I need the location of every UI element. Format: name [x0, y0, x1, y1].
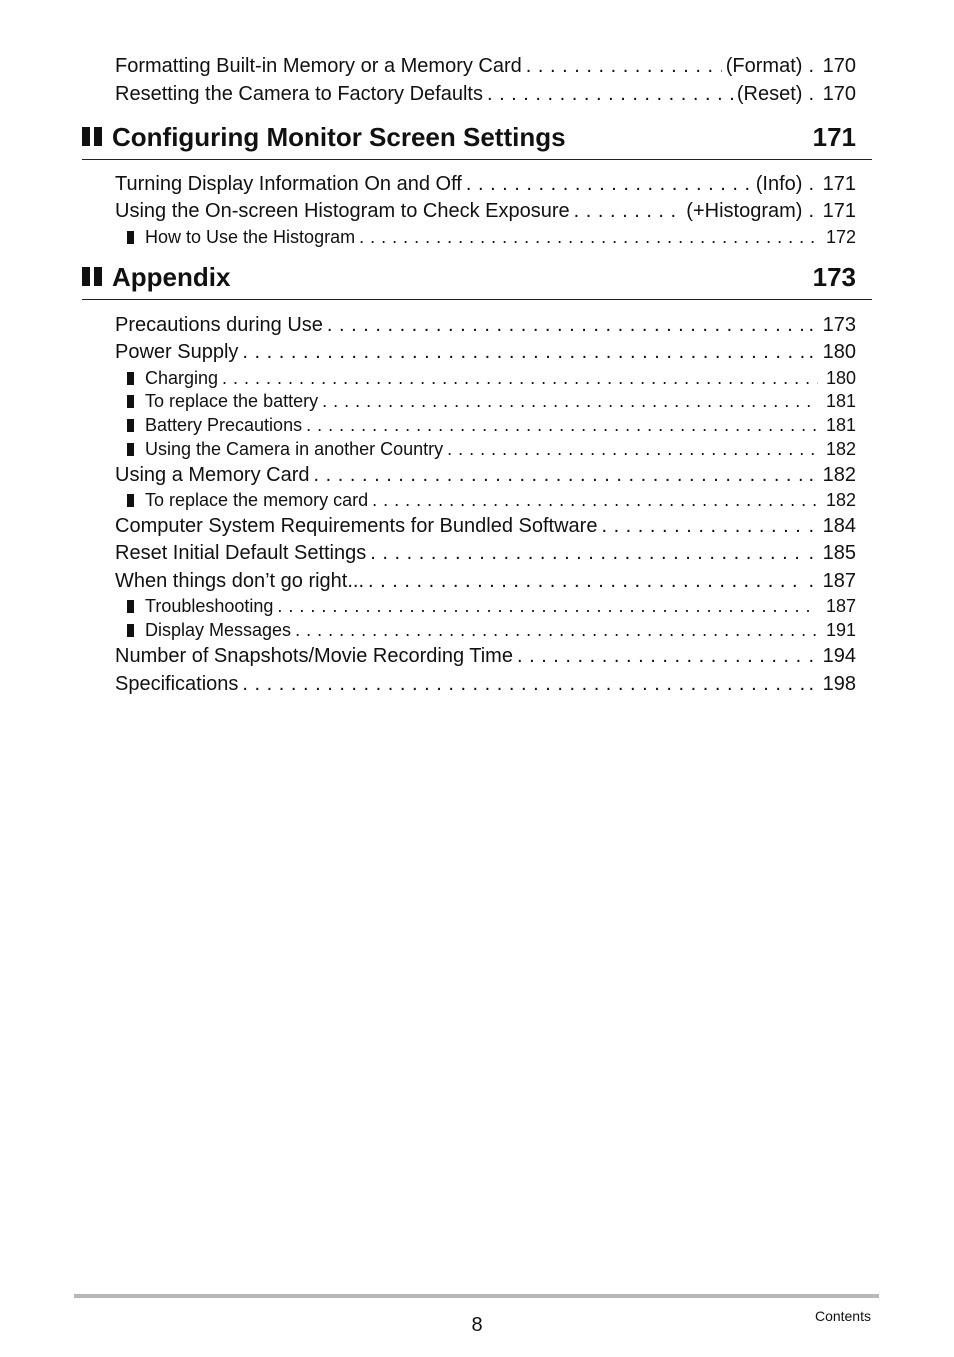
entry-page: 171 — [822, 200, 856, 222]
toc-entry-reset[interactable]: Resetting the Camera to Factory Defaults . . . (Reset) . 170 — [115, 82, 856, 106]
toc-entry-memory-card[interactable]: Using a Memory Card . . . . 182 — [115, 463, 856, 487]
dot-leader — [466, 172, 752, 196]
entry-page: 182 — [825, 490, 856, 510]
entry-page: 198 — [822, 673, 856, 695]
toc-subentry-another-country[interactable] — [127, 438, 856, 460]
entry-label: Computer System Requirements for Bundled Software — [115, 515, 598, 537]
bullet-icon — [127, 395, 134, 408]
dot-leader — [222, 367, 818, 389]
entry-label: When things don’t go right... — [115, 570, 365, 592]
toc-subentry-charging[interactable] — [127, 367, 856, 389]
section-page: 171 — [812, 122, 856, 152]
dot-leader — [601, 514, 804, 538]
entry-page: 182 — [822, 464, 856, 486]
entry-label: Troubleshooting — [145, 596, 274, 616]
dot-leader — [370, 541, 804, 565]
entry-page: 182 — [825, 439, 856, 459]
entry-label: Charging — [145, 368, 219, 388]
toc-subentry-battery-precautions[interactable] — [127, 414, 856, 436]
footer-divider — [74, 1294, 879, 1298]
toc-entry-histogram[interactable]: Using the On-screen Histogram to Check Exposure . . . (+Histogram) . 171 — [115, 199, 856, 223]
entry-page: 172 — [825, 227, 856, 247]
toc-entry-snapshots-recording-time[interactable]: Number of Snapshots/Movie Recording Time . . . . 194 — [115, 644, 856, 668]
entry-page: 181 — [825, 415, 856, 435]
entry-tag: (+Histogram) — [686, 200, 803, 222]
entry-label: How to Use the Histogram — [145, 227, 356, 247]
entry-page: 187 — [825, 596, 856, 616]
entry-page: 187 — [822, 570, 856, 592]
toc-subentry-troubleshooting[interactable] — [127, 595, 856, 617]
entry-label: To replace the battery — [145, 391, 319, 411]
dot-leader — [295, 619, 818, 641]
entry-page: 180 — [825, 368, 856, 388]
toc-subentry-replace-battery[interactable] — [127, 390, 856, 412]
dot-leader — [487, 82, 733, 106]
dot-leader — [306, 414, 818, 436]
entry-page: 170 — [822, 55, 856, 77]
entry-tag: (Info) — [755, 173, 803, 195]
toc-subentry-replace-memory-card[interactable] — [127, 489, 856, 511]
page-number: 8 — [471, 1314, 483, 1336]
entry-label: Turning Display Information On and Off — [115, 173, 462, 195]
section-heading-appendix[interactable] — [82, 262, 872, 300]
dot-leader — [277, 595, 818, 617]
dot-leader — [447, 438, 818, 460]
entry-page: 170 — [822, 83, 856, 105]
entry-label: Using a Memory Card — [115, 464, 310, 486]
entry-label: Display Messages — [145, 620, 292, 640]
entry-page: 184 — [822, 515, 856, 537]
toc-entry-reset-defaults[interactable]: Reset Initial Default Settings . . . . 185 — [115, 541, 856, 565]
entry-tag: (Reset) — [736, 83, 803, 105]
entry-page: 191 — [825, 620, 856, 640]
entry-page: 180 — [822, 341, 856, 363]
entry-label: Number of Snapshots/Movie Recording Time — [115, 645, 513, 667]
entry-label: Resetting the Camera to Factory Defaults — [115, 83, 483, 105]
bullet-icon — [127, 494, 134, 507]
entry-page: 194 — [822, 645, 856, 667]
footer-contents-link[interactable]: Contents — [814, 1308, 871, 1324]
dot-leader — [242, 340, 804, 364]
dot-leader — [327, 313, 805, 337]
toc-entry-specifications[interactable]: Specifications . . . . 198 — [115, 672, 856, 696]
toc-entry-power-supply[interactable]: Power Supply . . . . 180 — [115, 340, 856, 364]
bullet-icon — [127, 372, 134, 385]
toc-entry-info[interactable]: Turning Display Information On and Off . . . (Info) . 171 — [115, 172, 856, 196]
section-title: Configuring Monitor Screen Settings — [112, 122, 566, 152]
dot-leader — [372, 489, 818, 511]
entry-page: 181 — [825, 391, 856, 411]
entry-page: 171 — [822, 173, 856, 195]
entry-label: Precautions during Use — [115, 314, 323, 336]
toc-entry-things-go-wrong[interactable]: When things don’t go right... . . . . 187 — [115, 569, 856, 593]
dot-leader — [322, 390, 818, 412]
entry-page: 173 — [822, 314, 856, 336]
dot-leader — [359, 226, 818, 248]
dot-leader — [574, 199, 683, 223]
entry-label: Formatting Built-in Memory or a Memory Card — [115, 55, 522, 77]
bullet-icon — [127, 419, 134, 432]
entry-label: Using the Camera in another Country — [145, 439, 444, 459]
toc-entry-format[interactable]: Formatting Built-in Memory or a Memory Card . . . (Format) . 170 — [115, 54, 856, 78]
bullet-icon — [127, 231, 134, 244]
bullet-icon — [127, 624, 134, 637]
dot-leader — [526, 54, 722, 78]
section-marker-icon — [82, 127, 102, 146]
entry-label: Battery Precautions — [145, 415, 303, 435]
dot-leader — [314, 463, 805, 487]
entry-label: Reset Initial Default Settings — [115, 542, 367, 564]
toc-subentry-display-messages[interactable] — [127, 619, 856, 641]
bullet-icon — [127, 443, 134, 456]
toc-entry-precautions[interactable]: Precautions during Use . . . . 173 — [115, 313, 856, 337]
toc-entry-system-requirements[interactable]: Computer System Requirements for Bundled Software . . . . 184 — [115, 514, 856, 538]
entry-label: Specifications — [115, 673, 239, 695]
dot-leader — [368, 569, 804, 593]
entry-label: To replace the memory card — [145, 490, 369, 510]
dot-leader — [517, 644, 804, 668]
entry-label: Using the On-screen Histogram to Check Exposure — [115, 200, 570, 222]
toc-subentry-how-to-use-histogram[interactable] — [127, 226, 856, 248]
entry-label: Power Supply — [115, 341, 239, 363]
section-heading-monitor[interactable] — [82, 122, 872, 160]
section-marker-icon — [82, 267, 102, 286]
section-page: 173 — [812, 262, 856, 292]
dot-leader — [242, 672, 804, 696]
bullet-icon — [127, 600, 134, 613]
entry-page: 185 — [822, 542, 856, 564]
section-title: Appendix — [112, 262, 231, 292]
entry-tag: (Format) — [725, 55, 803, 77]
